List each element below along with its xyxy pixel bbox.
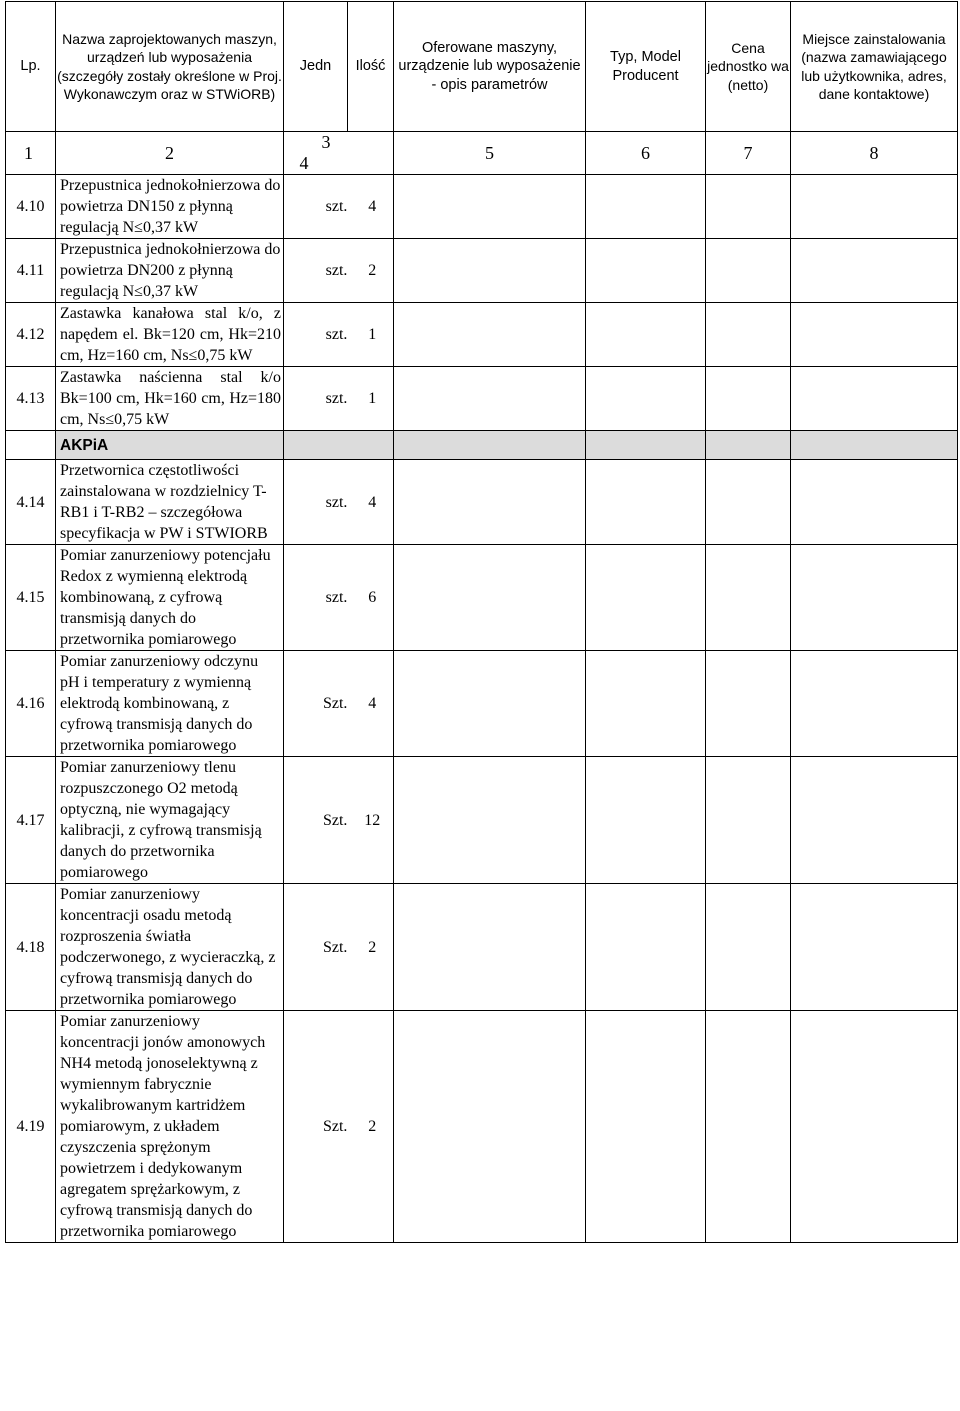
- price-cell[interactable]: [706, 545, 791, 651]
- row-qty: 1: [368, 390, 377, 407]
- place-cell[interactable]: [791, 175, 958, 239]
- row-lp: 4.16: [6, 651, 56, 757]
- table-row: [6, 460, 958, 545]
- table-row: [6, 884, 958, 1011]
- row-description: Pomiar zanurzeniowy koncentracji osadu metodą rozproszenia światła podczerwonego, z wycieraczką, z cyfrową transmisją danych do przetwornika pomiarowego: [56, 884, 284, 1011]
- price-cell[interactable]: [706, 651, 791, 757]
- offered-cell[interactable]: [394, 460, 586, 545]
- price-cell[interactable]: [706, 1011, 791, 1243]
- price-cell[interactable]: [706, 757, 791, 884]
- row-unit: Szt.: [322, 811, 348, 829]
- row-description: Pomiar zanurzeniowy koncentracji jonów amonowych NH4 metodą jonoselektywną z wymiennym fabrycznie wykalibrowanym kartridżem pomiarowym, z układem czyszczenia sprężonym powietrzem i dedykowanym agregatem sprężarkowym, z cyfrową transmisją danych do przetwornika pomiarowego: [56, 1011, 284, 1243]
- place-cell[interactable]: [791, 545, 958, 651]
- column-number-row: [6, 132, 958, 175]
- offered-cell[interactable]: [394, 239, 586, 303]
- row-unit: szt.: [325, 262, 348, 279]
- table-row: [6, 757, 958, 884]
- header-place: Miejsce zainstalowania (nazwa zamawiającego lub użytkownika, adres, dane kontaktowe): [791, 2, 958, 132]
- place-cell[interactable]: [791, 460, 958, 545]
- row-lp: 4.17: [6, 757, 56, 884]
- row-lp: 4.14: [6, 460, 56, 545]
- row-qty: 2: [368, 938, 377, 956]
- price-cell[interactable]: [706, 239, 791, 303]
- price-cell[interactable]: [706, 460, 791, 545]
- row-description: Zastawka naścienna stal k/o Bk=100 cm, Hk=160 cm, Hz=180 cm, Ns≤0,75 kW: [56, 367, 284, 431]
- row-lp: 4.19: [6, 1011, 56, 1243]
- table-row: [6, 175, 958, 239]
- row-description: Zastawka kanałowa stal k/o, z napędem el. Bk=120 cm, Hk=210 cm, Hz=160 cm, Ns≤0,75 kW: [56, 303, 284, 367]
- table-row: [6, 303, 958, 367]
- price-cell[interactable]: [706, 303, 791, 367]
- offered-cell[interactable]: [394, 757, 586, 884]
- row-description: Pomiar zanurzeniowy tlenu rozpuszczonego O2 metodą optyczną, nie wymagający kalibracji, z cyfrową transmisją danych do przetwornika pomiarowego: [56, 757, 284, 884]
- header-unit: Jedn: [284, 2, 348, 132]
- type-cell[interactable]: [586, 175, 706, 239]
- offered-cell[interactable]: [394, 651, 586, 757]
- row-description: Przepustnica jednokołnierzowa do powietrza DN200 z płynną regulacją N≤0,37 kW: [56, 239, 284, 303]
- header-row: [6, 2, 958, 132]
- row-lp: 4.12: [6, 303, 56, 367]
- type-cell[interactable]: [586, 303, 706, 367]
- offered-cell[interactable]: [394, 367, 586, 431]
- row-qty: 2: [368, 1118, 377, 1135]
- offered-cell[interactable]: [394, 1011, 586, 1243]
- row-qty: 2: [368, 262, 377, 279]
- row-unit: Szt.: [322, 695, 348, 712]
- table-row: [6, 367, 958, 431]
- type-cell[interactable]: [586, 651, 706, 757]
- row-lp: 4.11: [6, 239, 56, 303]
- row-lp: 4.18: [6, 884, 56, 1011]
- column-number: 3: [321, 132, 331, 152]
- row-qty: 6: [368, 589, 377, 606]
- place-cell[interactable]: [791, 884, 958, 1011]
- table-row: [6, 545, 958, 651]
- row-qty: 4: [368, 198, 377, 215]
- row-description: Pomiar zanurzeniowy odczynu pH i temperatury z wymienną elektrodą kombinowaną, z cyfrową transmisją danych do przetwornika pomiarowego: [56, 651, 284, 757]
- column-number: 4: [299, 153, 309, 173]
- row-unit: szt.: [325, 198, 348, 215]
- row-qty: 1: [368, 326, 377, 343]
- section-row: [6, 431, 958, 460]
- place-cell[interactable]: [791, 367, 958, 431]
- header-lp: Lp.: [6, 2, 56, 132]
- column-number: 6: [586, 132, 706, 175]
- type-cell[interactable]: [586, 1011, 706, 1243]
- column-number: 5: [394, 132, 586, 175]
- place-cell[interactable]: [791, 239, 958, 303]
- table-row: [6, 1011, 958, 1243]
- column-number: 2: [56, 132, 284, 175]
- row-qty: 4: [368, 493, 377, 511]
- row-lp: 4.10: [6, 175, 56, 239]
- type-cell[interactable]: [586, 884, 706, 1011]
- row-unit: szt.: [325, 589, 348, 606]
- type-cell[interactable]: [586, 460, 706, 545]
- offered-cell[interactable]: [394, 545, 586, 651]
- table-row: [6, 239, 958, 303]
- row-unit: szt.: [325, 390, 348, 407]
- column-number: 1: [6, 132, 56, 175]
- row-unit: szt.: [325, 326, 348, 343]
- place-cell[interactable]: [791, 651, 958, 757]
- type-cell[interactable]: [586, 367, 706, 431]
- row-unit: szt.: [325, 493, 348, 511]
- offered-cell[interactable]: [394, 175, 586, 239]
- header-qty: Ilość: [348, 2, 394, 132]
- type-cell[interactable]: [586, 239, 706, 303]
- place-cell[interactable]: [791, 1011, 958, 1243]
- header-price: Cena jednostko wa (netto): [706, 2, 791, 132]
- place-cell[interactable]: [791, 303, 958, 367]
- price-cell[interactable]: [706, 884, 791, 1011]
- row-lp: 4.13: [6, 367, 56, 431]
- offered-cell[interactable]: [394, 884, 586, 1011]
- header-offered: Oferowane maszyny, urządzenie lub wyposażenie - opis parametrów: [394, 2, 586, 132]
- row-description: Przetwornica częstotliwości zainstalowana w rozdzielnicy T-RB1 i T-RB2 – szczegółowa specyfikacja w PW i STWIORB: [56, 460, 284, 545]
- type-cell[interactable]: [586, 757, 706, 884]
- row-qty: 4: [368, 695, 377, 712]
- place-cell[interactable]: [791, 757, 958, 884]
- price-cell[interactable]: [706, 175, 791, 239]
- offered-cell[interactable]: [394, 303, 586, 367]
- row-qty: 12: [364, 811, 381, 829]
- table-row: [6, 651, 958, 757]
- type-cell[interactable]: [586, 545, 706, 651]
- column-number: 8: [791, 132, 958, 175]
- row-unit: Szt.: [322, 1118, 348, 1135]
- row-description: Przepustnica jednokołnierzowa do powietrza DN150 z płynną regulacją N≤0,37 kW: [56, 175, 284, 239]
- section-title: AKPiA: [56, 431, 284, 460]
- header-type: Typ, Model Producent: [586, 2, 706, 132]
- row-lp: 4.15: [6, 545, 56, 651]
- price-cell[interactable]: [706, 367, 791, 431]
- header-name: Nazwa zaprojektowanych maszyn, urządzeń lub wyposażenia (szczegóły zostały określone w Proj. Wykonawczym oraz w STWiORB): [56, 2, 284, 132]
- row-description: Pomiar zanurzeniowy potencjału Redox z wymienną elektrodą kombinowaną, z cyfrową transmisją danych do przetwornika pomiarowego: [56, 545, 284, 651]
- equipment-table: [5, 1, 958, 1243]
- column-number: 7: [706, 132, 791, 175]
- row-unit: Szt.: [322, 938, 348, 956]
